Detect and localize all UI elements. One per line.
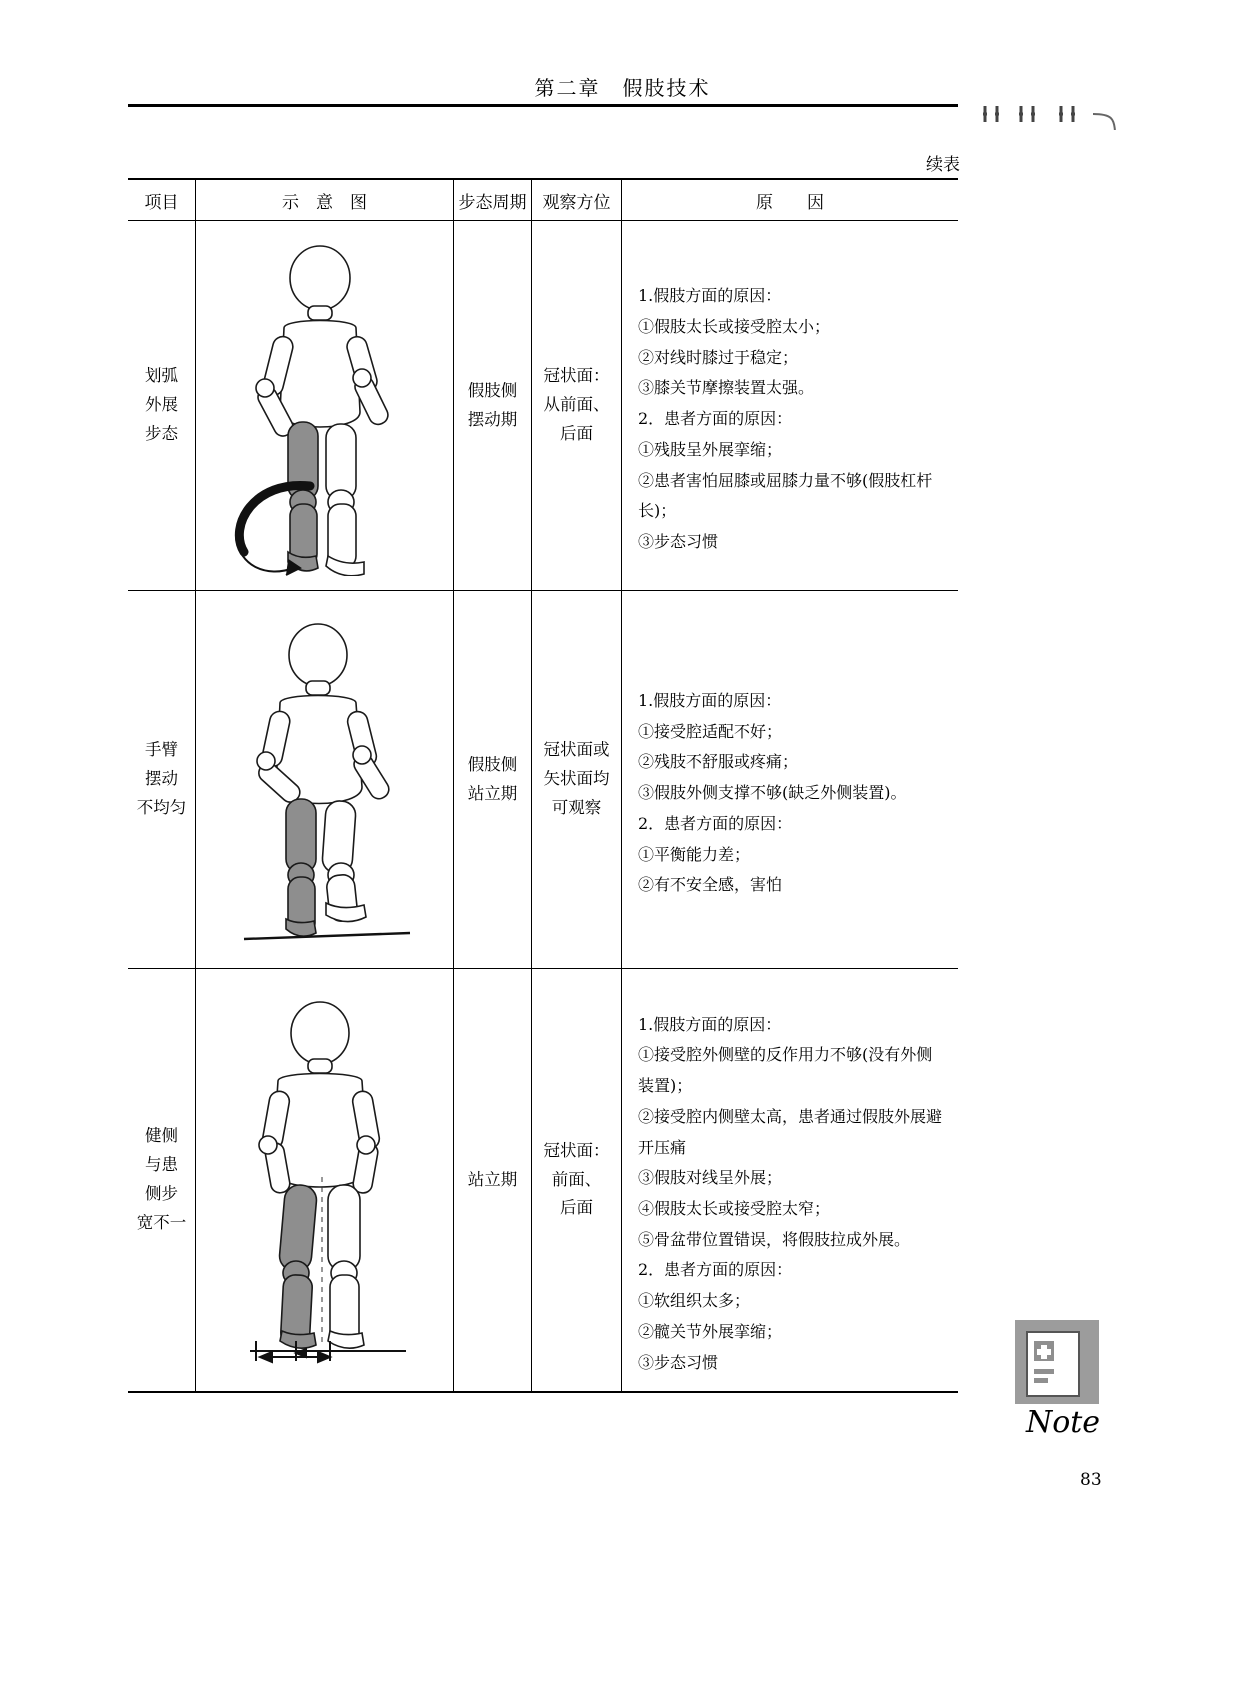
- cell-figure: [196, 591, 454, 968]
- cell-reason: [622, 969, 958, 1391]
- reason-line: ③膝关节摩擦装置太强。: [638, 378, 815, 398]
- reason-line: ②对线时膝过于稳定；: [638, 347, 799, 367]
- cell-phase: [454, 969, 532, 1391]
- cell-item: [128, 591, 196, 968]
- reason-line: ③假肢对线呈外展；: [638, 1168, 783, 1188]
- page-title: 第二章 假肢技术: [534, 76, 711, 100]
- reason-line: 1.假肢方面的原因：: [638, 1014, 782, 1034]
- table-row: [128, 591, 958, 969]
- reason-line: ①接受腔适配不好；: [638, 721, 783, 741]
- cell-phase: [454, 221, 532, 590]
- column-header-item: 项目: [128, 180, 196, 220]
- item-line: 步态: [145, 423, 178, 443]
- note-book-icon: [1026, 1331, 1080, 1397]
- reason-line: 1.假肢方面的原因：: [638, 690, 782, 710]
- reason-line: ②患者害怕屈膝或屈膝力量不够(假肢杠杆: [638, 470, 933, 490]
- column-header-phase: 步态周期: [454, 180, 532, 220]
- reason-line: 2．患者方面的原因：: [638, 813, 793, 833]
- view-line: 冠状面：: [543, 366, 610, 386]
- cell-figure: [196, 221, 454, 590]
- reason-line: ①软组织太多；: [638, 1291, 751, 1311]
- reason-line: 1.假肢方面的原因：: [638, 286, 782, 306]
- view-line: 前面、: [551, 1169, 602, 1189]
- phase-line: 摆动期: [467, 409, 518, 429]
- item-line: 与患: [145, 1155, 178, 1175]
- reason-line: ①假肢太长或接受腔太小；: [638, 316, 831, 336]
- reason-line: ③步态习惯: [638, 1352, 719, 1372]
- reason-line: ②有不安全感，害怕: [638, 875, 783, 895]
- reason-line: ③假肢外侧支撑不够(缺乏外侧装置)。: [638, 783, 907, 803]
- cell-phase: [454, 591, 532, 968]
- item-line: 手臂: [145, 740, 178, 760]
- item-line: 摆动: [145, 769, 178, 789]
- item-line: 侧步: [145, 1184, 178, 1203]
- item-line: 健侧: [145, 1126, 178, 1146]
- view-line: 冠状面或: [543, 740, 610, 760]
- view-line: 矢状面均: [543, 769, 610, 789]
- phase-line: 假肢侧: [467, 754, 518, 774]
- view-line: 从前面、: [543, 395, 610, 415]
- table-row: [128, 969, 958, 1391]
- continued-label: 续表: [926, 155, 960, 175]
- item-line: 宽不一: [136, 1212, 187, 1232]
- reason-line: 2．患者方面的原因：: [638, 1260, 793, 1280]
- cell-item: [128, 969, 196, 1391]
- phase-line: 假肢侧: [467, 380, 518, 400]
- circumduction-gait-figure: [210, 236, 440, 576]
- header-rule: [128, 104, 958, 107]
- note-label: Note: [1025, 1405, 1101, 1440]
- reason-line: ②接受腔内侧壁太高，患者通过假肢外展避: [638, 1106, 943, 1126]
- item-line: 划弧: [145, 366, 178, 386]
- uneven-arm-swing-figure: [210, 615, 440, 945]
- unequal-step-width-figure: [210, 995, 440, 1365]
- cell-view: [532, 221, 622, 590]
- column-header-view: 观察方位: [532, 180, 622, 220]
- cell-reason: [622, 591, 958, 968]
- cell-item: [128, 221, 196, 590]
- page-number: 83: [1080, 1470, 1102, 1490]
- reason-line: ①接受腔外侧壁的反作用力不够(没有外侧: [638, 1045, 933, 1065]
- reason-line: 2．患者方面的原因：: [638, 409, 793, 429]
- margin-tab-marks: [975, 100, 1125, 130]
- gait-deviation-table: [128, 178, 958, 1393]
- cell-reason: [622, 221, 958, 590]
- reason-line: ②髋关节外展挛缩；: [638, 1321, 783, 1341]
- reason-line: ③步态习惯: [638, 532, 719, 552]
- phase-line: 站立期: [467, 1169, 518, 1189]
- reason-line: 长)；: [638, 501, 677, 521]
- table-header-row: [128, 180, 958, 221]
- reason-line: 开压痛: [638, 1137, 687, 1157]
- item-line: 外展: [145, 395, 178, 415]
- cell-view: [532, 969, 622, 1391]
- column-header-figure: 示 意 图: [196, 180, 454, 220]
- note-cross-icon: [1028, 1333, 1074, 1391]
- reason-line: ⑤骨盆带位置错误，将假肢拉成外展。: [638, 1229, 911, 1249]
- view-line: 后面: [560, 1198, 593, 1218]
- view-line: 后面: [560, 423, 593, 443]
- item-line: 不均匀: [136, 797, 187, 817]
- reason-line: 装置)；: [638, 1076, 693, 1096]
- table-row: [128, 221, 958, 591]
- reason-line: ①残肢呈外展挛缩；: [638, 439, 783, 459]
- view-line: 可观察: [551, 797, 602, 817]
- cell-figure: [196, 969, 454, 1391]
- reason-line: ①平衡能力差；: [638, 844, 751, 864]
- view-line: 冠状面：: [543, 1140, 610, 1160]
- reason-line: ④假肢太长或接受腔太窄；: [638, 1199, 831, 1218]
- phase-line: 站立期: [467, 783, 518, 803]
- reason-line: ②残肢不舒服或疼痛；: [638, 752, 799, 772]
- column-header-reason: 原 因: [756, 192, 824, 213]
- cell-view: [532, 591, 622, 968]
